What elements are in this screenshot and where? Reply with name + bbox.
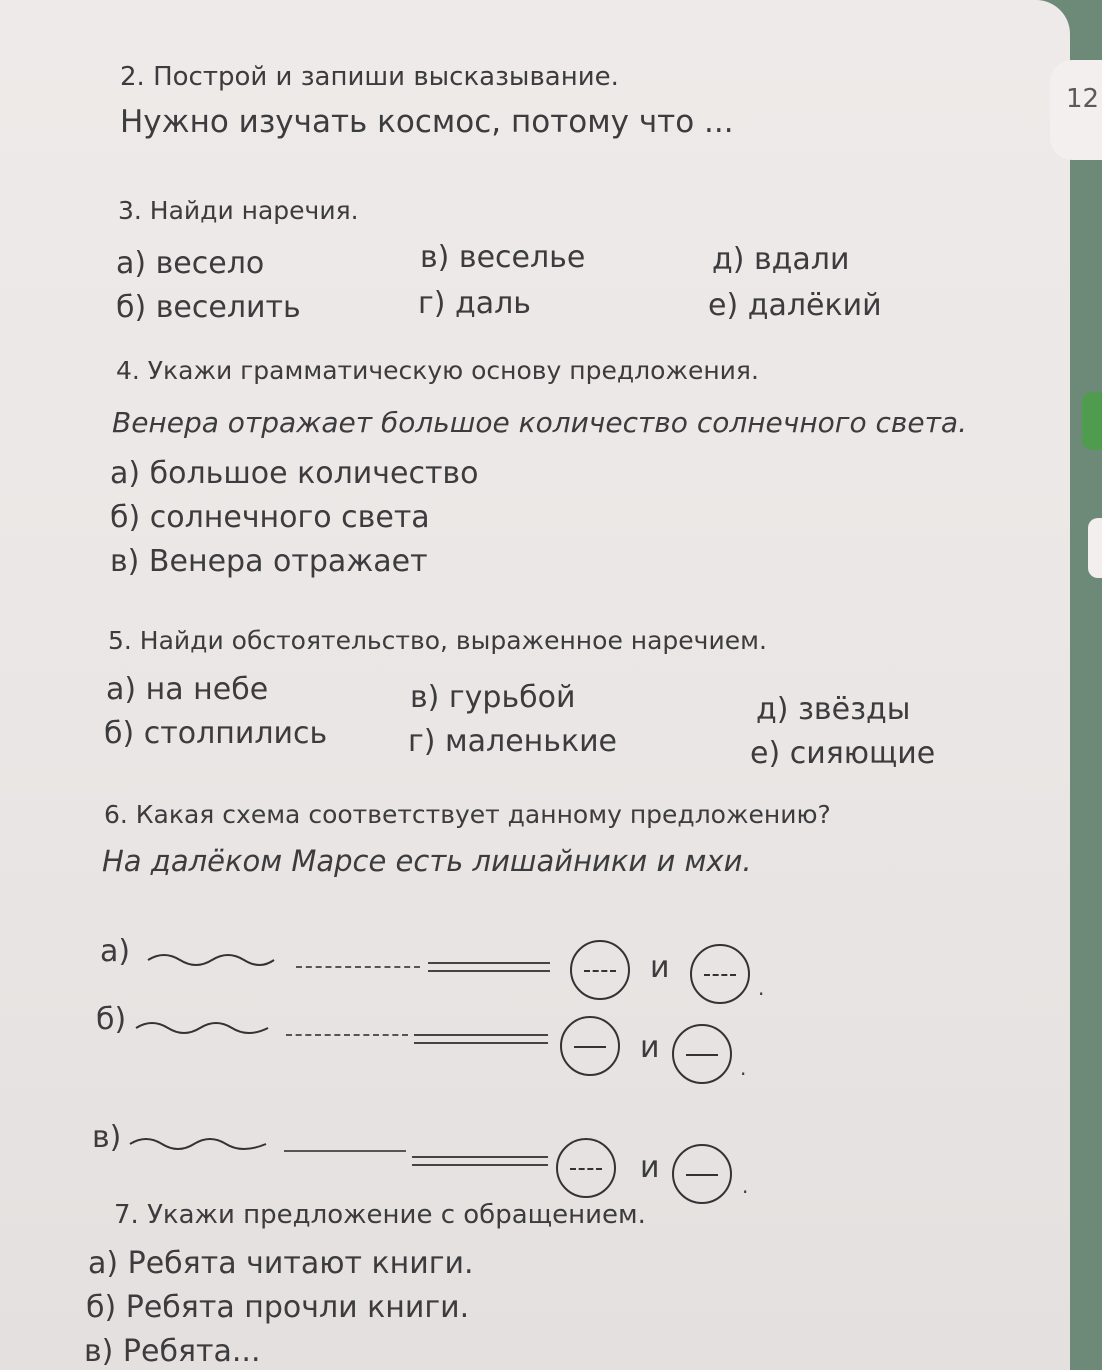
task5-option-b: б) столпились (104, 716, 328, 751)
task4-option-b: б) солнечного света (110, 500, 430, 535)
task4-option-v: в) Венера отражает (110, 544, 428, 579)
scheme-v-wavy-line (128, 1134, 268, 1154)
scheme-v-circle-1 (556, 1138, 616, 1198)
scheme-b-circle-2 (672, 1024, 732, 1084)
task3-option-e: е) далёкий (708, 288, 882, 323)
scheme-v-circle-2 (672, 1144, 732, 1204)
scheme-v-conj: и (640, 1150, 660, 1185)
page-number: 12 (1066, 84, 1100, 114)
task5-option-d: д) звёзды (756, 692, 911, 727)
scheme-b-wavy-line (134, 1018, 270, 1038)
task4-title: 4. Укажи грамматическую основу предложения. (116, 356, 759, 385)
task5-title: 5. Найди обстоятельство, выраженное наречием. (108, 626, 767, 655)
task7-title: 7. Укажи предложение с обращением. (114, 1200, 646, 1230)
task3-option-g: г) даль (418, 286, 531, 321)
task3-option-v: в) веселье (420, 240, 586, 275)
scheme-a-circle-2 (690, 944, 750, 1004)
task6-sentence: На далёком Марсе есть лишайники и мхи. (102, 844, 752, 878)
scheme-a-dashed-line (296, 966, 420, 968)
scheme-a-label: а) (100, 934, 131, 969)
scheme-a-wavy-line (146, 950, 276, 970)
scheme-a-period: . (758, 976, 765, 1000)
scheme-v-period: . (742, 1174, 749, 1198)
scheme-v-double-line (412, 1156, 548, 1166)
task5-option-g: г) маленькие (408, 724, 618, 759)
task6-title: 6. Какая схема соответствует данному предложению? (104, 800, 831, 829)
scheme-b-period: . (740, 1056, 747, 1080)
task3-option-a: а) весело (116, 246, 265, 281)
scheme-a-conj: и (650, 950, 670, 985)
task5-option-v: в) гурьбой (410, 680, 576, 715)
scheme-b-label: б) (96, 1002, 127, 1037)
scheme-v-label: в) (92, 1120, 122, 1155)
scheme-v-solid-line (284, 1150, 406, 1152)
scheme-a-double-line (428, 962, 550, 972)
scheme-a-circle-1 (570, 940, 630, 1000)
scheme-b-conj: и (640, 1030, 660, 1065)
task7-option-v: в) Ребята... (84, 1334, 261, 1369)
task2-prompt: Нужно изучать космос, потому что ... (120, 104, 734, 140)
scheme-b-double-line (414, 1034, 548, 1044)
task3-title: 3. Найди наречия. (118, 196, 359, 225)
task3-option-b: б) веселить (116, 290, 301, 325)
task2-title: 2. Построй и запиши высказывание. (120, 62, 619, 92)
side-tab (1088, 518, 1102, 578)
scheme-b-dashed-line (286, 1034, 408, 1036)
task5-option-e: е) сияющие (750, 736, 936, 771)
task7-option-b: б) Ребята прочли книги. (86, 1290, 470, 1325)
task7-option-a: а) Ребята читают книги. (88, 1246, 474, 1281)
scheme-b-circle-1 (560, 1016, 620, 1076)
task5-option-a: а) на небе (106, 672, 269, 707)
task4-sentence: Венера отражает большое количество солнечного света. (112, 406, 967, 439)
task4-option-a: а) большое количество (110, 456, 479, 491)
side-bookmark (1082, 392, 1102, 450)
task3-option-d: д) вдали (712, 242, 850, 277)
